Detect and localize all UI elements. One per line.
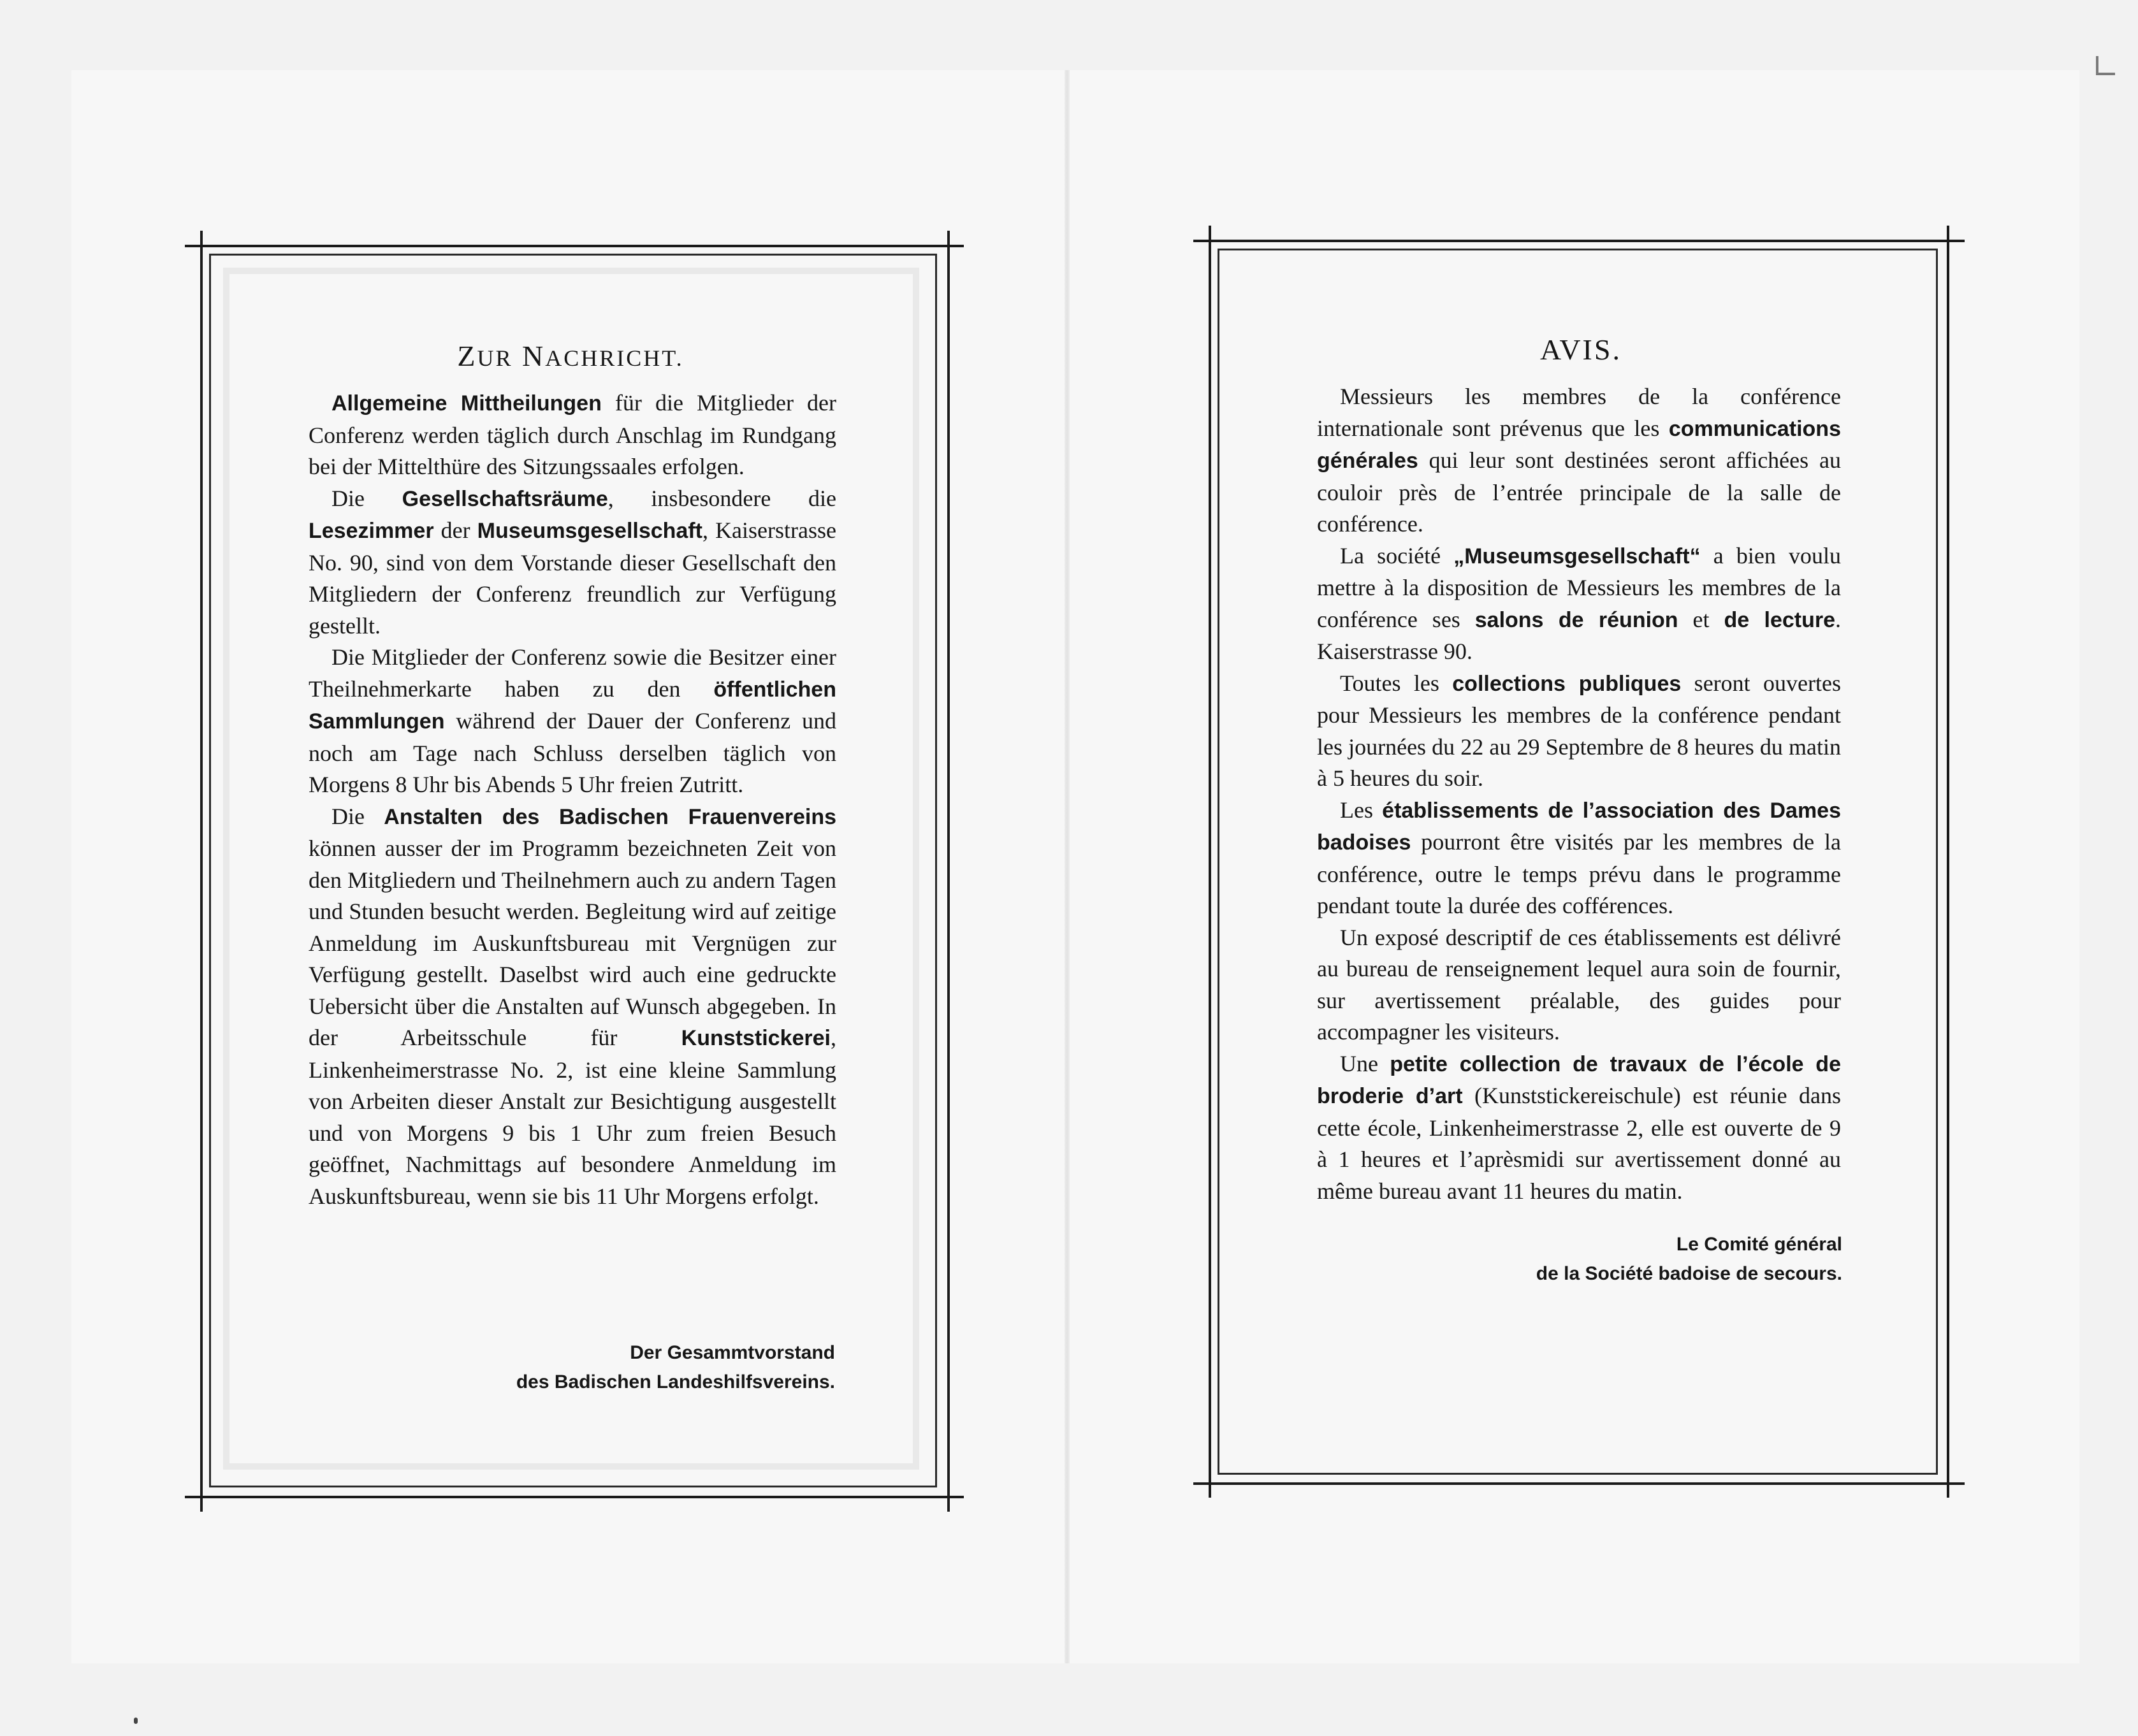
right-paragraph: Toutes les collections publiques seront ouvertes pour Messieurs les membres de la conférence pendant les journées du 22 au 29 Septembre de 8 heures du matin à 5 heures du soir.	[1317, 670, 1842, 791]
left-paragraph: Die Gesellschaftsräume, insbesondere die Lesezimmer der Museumsgesellschaft, Kaiserstrasse No. 90, sind von dem Vorstande dieser Gesellschaft den Mitgliedern der Conferenz freundlich zur Verfügung gestellt.	[309, 485, 836, 639]
left-frame-right	[947, 231, 950, 1512]
left-frame-left	[200, 231, 203, 1512]
left-page-title: ZUR NACHRICHT.	[457, 340, 684, 372]
right-frame-right	[1947, 226, 1949, 1498]
right-paragraph: Messieurs les membres de la conférence internationale sont prévenus que les communications générales qui leur sont destinées seront affichées au couloir près de l’entrée principale de la salle de conférence.	[1317, 384, 1841, 537]
left-signature	[446, 1338, 835, 1397]
left-frame-bottom	[185, 1496, 964, 1498]
right-paragraph: Les établissements de l’association des Dames badoises pourront être visités par les membres de la conférence, outre le temps prévu dans le programme pendant toute la durée des cofférences.	[1317, 797, 1841, 918]
left-signature-line: des Badischen Landeshilfsvereins.	[516, 1371, 835, 1392]
left-page-body	[309, 387, 836, 1212]
right-signature-line: de la Société badoise de secours.	[1536, 1263, 1842, 1284]
right-paragraph: Une petite collection de travaux de l’école de broderie d’art (Kunststickereischule) est réunie dans cette école, Linkenheimerstrasse 2, elle est ouverte de 9 à 1 heures et l’aprèsmidi sur avertissement donné au même bureau avant 11 heures du matin.	[1317, 1050, 1841, 1204]
scan-corner-mark	[2096, 56, 2115, 75]
left-signature-line: Der Gesammtvorstand	[630, 1342, 835, 1363]
right-signature-line: Le Comité général	[1676, 1234, 1842, 1255]
right-page-title: AVIS.	[1540, 333, 1622, 366]
right-frame-bottom	[1193, 1482, 1965, 1485]
right-page-body	[1317, 381, 1841, 1207]
left-paragraph: Die Anstalten des Badischen Frauenvereins können ausser der im Programm bezeichneten Zeit von den Mitgliedern und Theilnehmern auch zu andern Tagen und Stunden besucht werden. Begleitung wird auf zeitige Anmeldung im Auskunftsbureau mit Vergnügen zur Verfügung gestellt. Daselbst wird auch eine gedruckte Uebersicht über die Anstalten auf Wunsch abgegeben. In der Arbeitsschule für Kunststickerei, Linkenheimerstrasse No. 2, ist eine kleine Sammlung von Arbeiten dieser Anstalt zur Besichtigung ausgestellt und von Morgens 9 bis 1 Uhr zum freien Besuch geöffnet, Nachmittags auf besondere Anmeldung im Auskunftsbureau, wenn sie bis 11 Uhr Morgens erfolgt.	[309, 803, 837, 1209]
right-signature	[1453, 1230, 1842, 1289]
scan-speck	[134, 1718, 138, 1724]
left-frame-top	[185, 245, 964, 247]
page-gutter	[1065, 70, 1070, 1663]
right-frame-left	[1209, 226, 1211, 1498]
right-paragraph: Un exposé descriptif de ces établissements est délivré au bureau de renseignement lequel aura soin de fournir, sur avertissement préalable, des guides pour accompagner les visiteurs.	[1317, 924, 1841, 1045]
left-paragraph: Die Mitglieder der Conferenz sowie die Besitzer einer Theilnehmerkarte haben zu den öffentlichen Sammlungen während der Dauer der Conferenz und noch am Tage nach Schluss derselben täglich von Morgens 8 Uhr bis Abends 5 Uhr freien Zutritt.	[309, 644, 836, 797]
right-paragraph: La société „Museumsgesellschaft“ a bien voulu mettre à la disposition de Messieurs les membres de la conférence ses salons de réunion et de lecture. Kaiserstrasse 90.	[1317, 542, 1841, 664]
right-frame-top	[1193, 240, 1965, 242]
left-paragraph: Allgemeine Mittheilungen für die Mitglieder der Conferenz werden täglich durch Anschlag im Rundgang bei der Mittelthüre des Sitzungssaales erfolgen.	[309, 390, 836, 479]
